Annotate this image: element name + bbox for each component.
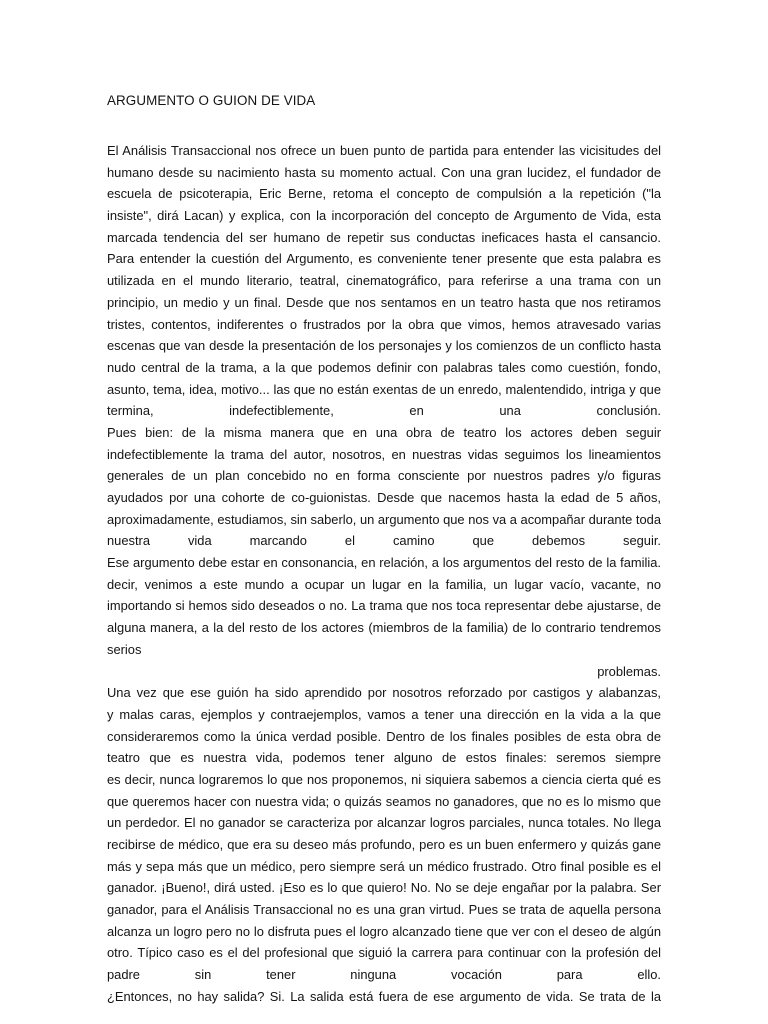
text-line: Ese argumento debe estar en consonancia, en relación, a los argumentos del resto de la familia.: [107, 555, 661, 571]
text-line: ayudados por una cohorte de co-guionistas. Desde que nacemos hasta la edad de 5 años,: [107, 490, 661, 505]
text-line: importando si hemos sido deseados o no. La trama que nos toca representar debe ajustarse, de: [107, 598, 661, 614]
text-line: generales de un plan concebido no en forma consciente por nuestros padres y/o figuras: [107, 468, 661, 484]
text-line: principio, un medio y un final. Desde que nos sentamos en un teatro hasta que nos retiramos: [107, 294, 661, 310]
text-line: es decir, nunca lograremos lo que nos proponemos, ni siquiera sabemos a ciencia cierta qué es: [107, 771, 661, 787]
text-line: utilizada en el mundo literario, teatral, cinematográfico, para referirse a una trama con un: [107, 273, 661, 289]
text-line: alcanza un logro pero no lo disfruta pues el logro alcanzado tiene que ver con el deseo de algún: [107, 923, 661, 939]
text-line: escenas que van desde la presentación de los personajes y los comienzos de un conflicto hasta: [107, 338, 661, 354]
text-line: El Análisis Transaccional nos ofrece un buen punto de partida para entender las vicisitudes del: [107, 143, 661, 158]
text-line: alguna manera, a la del resto de los actores (miembros de la familia) de lo contrario tendremos: [107, 620, 661, 636]
text-line: nudo central de la trama, a la que podemos definir con palabras tales como cuestión, fondo,: [107, 359, 661, 375]
text-line: ¿Entonces, no hay salida? Si. La salida está fuera de ese argumento de vida. Se trata de la: [107, 988, 661, 1004]
text-line: decir, venimos a este mundo a ocupar un lugar en la familia, un lugar vacío, vacante, no: [107, 576, 661, 592]
text-line: termina, indefectiblemente, en una conclusión.: [107, 403, 661, 419]
text-line: y malas caras, ejemplos y contraejemplos, vamos a tener una dirección en la vida a la que: [107, 706, 661, 722]
text-line: consideraremos como la única verdad posible. Dentro de los finales posibles de esta obra de: [107, 728, 661, 744]
text-line: Pues bien: de la misma manera que en una obra de teatro los actores deben seguir: [107, 424, 661, 440]
text-line: teatro que es nuestra vida, podemos tener alguno de estos finales: seremos siempre: [107, 750, 661, 766]
text-line: padre sin tener ninguna vocación para ello.: [107, 967, 661, 983]
text-line: recibirse de médico, que era su deseo más profundo, pero es un buen enfermero y quizás gane: [107, 837, 661, 852]
text-line: otro. Típico caso es el del profesional que siguió la carrera para continuar con la profesión del: [107, 945, 661, 961]
text-line: tristes, contentos, indiferentes o frustrados por la obra que vimos, hemos atravesado varias: [107, 316, 661, 332]
text-line: que queremos hacer con nuestra vida; o quizás seamos no ganadores, que no es lo mismo que: [107, 793, 661, 809]
text-line: asunto, tema, idea, motivo... las que no están exentas de un enredo, malentendido, intriga y que: [107, 381, 661, 397]
text-line: humano desde su nacimiento hasta su momento actual. Con una gran lucidez, el fundador de: [107, 164, 661, 180]
document-body: [107, 140, 661, 1008]
text-line: nuestra vida marcando el camino que debemos seguir.: [107, 533, 661, 549]
document-title: ARGUMENTO O GUION DE VIDA: [107, 93, 316, 108]
text-line: un perdedor. El no ganador se caracteriza por alcanzar logros parciales, nunca totales. No llega: [107, 815, 661, 831]
text-line: Para entender la cuestión del Argumento, es conveniente tener presente que esta palabra es: [107, 251, 661, 267]
text-line: serios: [107, 641, 142, 657]
text-line: más y sepa más que un médico, pero siempre será un médico frustrado. Otro final posible es el: [107, 858, 661, 874]
text-line: ganador, para el Análisis Transaccional no es una gran virtud. Pues se trata de aquella persona: [107, 902, 661, 918]
text-line: indefectiblemente la trama del autor, nosotros, en nuestras vidas seguimos los lineamientos: [107, 446, 661, 462]
text-line: escuela de psicoterapia, Eric Berne, retoma el concepto de compulsión a la repetición ("la: [107, 186, 661, 202]
text-line: Una vez que ese guión ha sido aprendido por nosotros reforzado por castigos y alabanzas,: [107, 685, 661, 701]
text-line: aproximadamente, estudiamos, sin saberlo, un argumento que nos va a acompañar durante toda: [107, 511, 661, 527]
text-line: ganador. ¡Bueno!, dirá usted. ¡Eso es lo que quiero! No. No se deje engañar por la palabra. Ser: [107, 880, 661, 896]
text-line: marcada tendencia del ser humano de repetir sus conductas ineficaces hasta el cansancio.: [107, 229, 661, 245]
text-line: insiste", dirá Lacan) y explica, con la incorporación del concepto de Argumento de Vida, esta: [107, 208, 661, 224]
text-line: problemas.: [597, 663, 661, 679]
